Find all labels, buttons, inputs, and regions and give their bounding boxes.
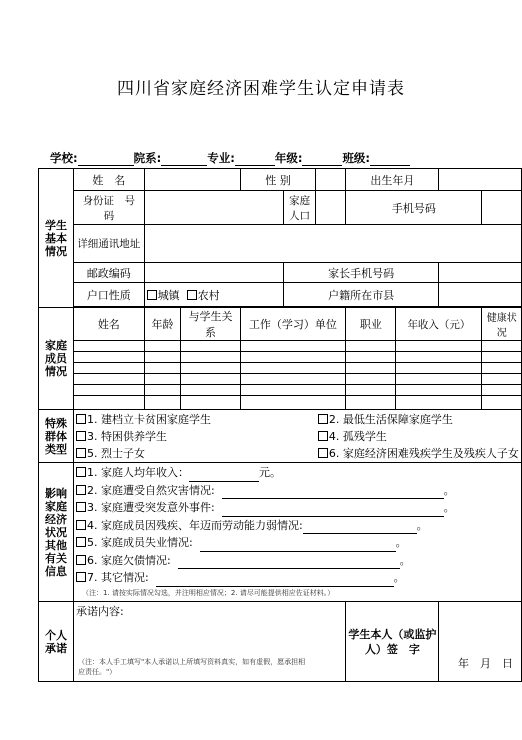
gender-field[interactable]	[316, 169, 346, 191]
option-label: 5. 烈士子女	[86, 447, 145, 461]
checkbox[interactable]	[318, 448, 328, 458]
family-cell[interactable]	[240, 396, 346, 410]
family-header-row	[39, 308, 522, 341]
family-cell[interactable]	[346, 396, 396, 410]
family-cell[interactable]	[482, 385, 522, 396]
special-row-3	[39, 445, 522, 463]
family-cell[interactable]	[346, 352, 396, 363]
col-name: 姓名	[73, 308, 144, 341]
family-cell[interactable]	[144, 363, 181, 374]
disability-field[interactable]	[303, 522, 417, 534]
rural-label: 农村	[197, 288, 220, 302]
family-cell[interactable]	[144, 374, 181, 385]
family-cell[interactable]	[346, 341, 396, 352]
family-cell[interactable]	[482, 341, 522, 352]
family-cell[interactable]	[181, 352, 240, 363]
family-pop-field[interactable]	[316, 191, 346, 225]
influence-item-5	[76, 534, 519, 552]
major-label: 专业:	[207, 151, 235, 165]
id-card-label: 身份证 号 码	[73, 191, 144, 225]
influence-item-7	[76, 569, 519, 587]
hukou-options	[144, 283, 283, 307]
rural-checkbox[interactable]	[187, 290, 197, 300]
family-cell[interactable]	[144, 385, 181, 396]
option-label: 4. 孤残学生	[328, 430, 387, 443]
family-cell[interactable]	[346, 374, 396, 385]
family-row	[39, 396, 522, 410]
item-label: 3. 家庭遭受突发意外事件:	[86, 501, 215, 514]
family-cell[interactable]	[181, 396, 240, 410]
special-row-1	[39, 410, 522, 428]
item-label: 6. 家庭欠债情况:	[86, 553, 171, 567]
parent-phone-label: 家长手机号码	[283, 263, 439, 283]
col-income: 年收入（元）	[396, 308, 482, 341]
basic-row-4	[39, 263, 522, 283]
family-cell[interactable]	[73, 374, 144, 385]
special-option-3[interactable]	[73, 428, 315, 445]
family-cell[interactable]	[482, 352, 522, 363]
item-label: 2. 家庭遭受自然灾害情况:	[86, 483, 215, 497]
option-label: 6. 家庭经济困难残疾学生及残疾人子女	[328, 447, 519, 461]
grade-label: 年级:	[274, 151, 303, 165]
family-cell[interactable]	[73, 385, 144, 396]
hukou-location-label: 户籍所在市县	[283, 283, 439, 307]
special-option-5[interactable]	[73, 445, 315, 463]
urban-label: 城镇	[157, 288, 180, 302]
gender-label: 性 别	[240, 169, 316, 191]
family-cell[interactable]	[240, 341, 346, 352]
unit-label: 元。	[258, 466, 281, 479]
influence-note: （注：1. 请按实际情况勾选，并注明相应情况；2. 请尽可能提供相应佐证材料。）	[81, 588, 335, 597]
disaster-field[interactable]	[222, 487, 444, 499]
period: 。	[399, 553, 411, 567]
checkbox[interactable]	[318, 414, 328, 424]
family-row	[39, 385, 522, 396]
family-cell[interactable]	[346, 363, 396, 374]
phone-label: 手机号码	[346, 191, 482, 225]
col-workplace: 工作（学习）单位	[240, 308, 346, 341]
family-cell[interactable]	[240, 374, 346, 385]
other-field[interactable]	[156, 575, 394, 587]
checkbox[interactable]	[76, 555, 86, 565]
address-label: 详细通讯地址	[73, 225, 144, 263]
family-row	[39, 352, 522, 363]
influence-item-6	[76, 552, 519, 570]
address-field[interactable]	[144, 225, 521, 263]
debt-field[interactable]	[178, 557, 400, 569]
option-label: 1. 建档立卡贫困家庭学生	[86, 412, 211, 426]
family-cell[interactable]	[144, 396, 181, 410]
family-cell[interactable]	[181, 385, 240, 396]
urban-checkbox[interactable]	[147, 290, 157, 300]
birth-label: 出生年月	[346, 169, 439, 191]
family-cell[interactable]	[396, 352, 482, 363]
family-cell[interactable]	[396, 341, 482, 352]
item-label: 4. 家庭成员因残疾、年迈而劳动能力弱情况:	[86, 518, 303, 532]
family-cell[interactable]	[482, 396, 522, 410]
special-option-1[interactable]	[73, 410, 315, 428]
special-option-6[interactable]	[316, 445, 522, 463]
accident-field[interactable]	[222, 505, 444, 517]
influence-item-1	[76, 464, 519, 482]
class-field[interactable]	[370, 153, 410, 166]
hukou-label: 户口性质	[73, 283, 144, 307]
family-cell[interactable]	[396, 363, 482, 374]
page-title: 四川省家庭经济困难学生认定申请表	[117, 79, 405, 99]
family-cell[interactable]	[396, 385, 482, 396]
grade-field[interactable]	[302, 153, 342, 166]
application-form	[38, 168, 522, 682]
department-field[interactable]	[161, 153, 207, 166]
family-row	[39, 341, 522, 352]
checkbox[interactable]	[318, 431, 328, 441]
period: 。	[393, 571, 405, 584]
department-label: 院系:	[133, 151, 162, 165]
promise-note: （注：本人手工填写"本人承诺以上所填写资料真实，如有虚假，愿承担相应责任。"）	[77, 658, 306, 676]
family-row	[39, 374, 522, 385]
major-field[interactable]	[235, 153, 275, 166]
family-cell[interactable]	[240, 352, 346, 363]
col-health: 健康状况	[482, 308, 522, 341]
family-cell[interactable]	[396, 374, 482, 385]
special-row-2	[39, 428, 522, 445]
name-field[interactable]	[144, 169, 240, 191]
postcode-label: 邮政编码	[73, 263, 144, 283]
family-cell[interactable]	[346, 385, 396, 396]
school-label: 学校:	[50, 151, 78, 165]
basic-row-5	[39, 283, 522, 307]
col-occupation: 职业	[346, 308, 396, 341]
basic-row-2	[39, 191, 522, 225]
checkbox[interactable]	[76, 414, 86, 424]
checkbox[interactable]	[76, 485, 86, 495]
id-card-field[interactable]	[144, 191, 283, 225]
signer-label: 学生本人（或监护人）签 字	[346, 602, 439, 682]
item-label: 1. 家庭人均年收入：	[86, 466, 189, 479]
period: 。	[416, 518, 428, 532]
checkbox[interactable]	[76, 431, 86, 441]
name-label: 姓 名	[73, 169, 144, 191]
col-age: 年龄	[144, 308, 181, 341]
parent-phone-field[interactable]	[439, 263, 522, 283]
family-cell[interactable]	[73, 363, 144, 374]
option-label: 3. 特困供养学生	[86, 430, 167, 443]
family-cell[interactable]	[144, 341, 181, 352]
item-label: 5. 家庭成员失业情况:	[86, 536, 193, 549]
phone-field[interactable]	[482, 191, 522, 225]
col-relation: 与学生关系	[181, 308, 240, 341]
family-cell[interactable]	[73, 341, 144, 352]
option-label: 2. 最低生活保障家庭学生	[328, 412, 453, 426]
family-cell[interactable]	[482, 363, 522, 374]
influence-item-3	[76, 499, 519, 517]
signature-date[interactable]: 年 月 日	[439, 602, 522, 682]
family-cell[interactable]	[144, 352, 181, 363]
unemployment-field[interactable]	[200, 540, 396, 552]
checkbox[interactable]	[76, 448, 86, 458]
family-cell[interactable]	[482, 374, 522, 385]
basic-row-1	[39, 169, 522, 191]
influence-item-2	[76, 482, 519, 500]
postcode-field[interactable]	[144, 263, 283, 283]
hukou-location-field[interactable]	[439, 283, 522, 307]
influence-row	[39, 463, 522, 602]
checkbox[interactable]	[76, 572, 86, 582]
header-line	[50, 150, 410, 166]
checkbox[interactable]	[76, 537, 86, 547]
influence-item-4	[76, 517, 519, 535]
checkbox[interactable]	[76, 467, 86, 477]
family-row	[39, 363, 522, 374]
birth-field[interactable]	[439, 169, 522, 191]
family-cell[interactable]	[240, 363, 346, 374]
class-label: 班级:	[342, 151, 371, 165]
period: 。	[443, 483, 455, 497]
special-section-label: 特殊群体类型	[39, 410, 74, 463]
family-cell[interactable]	[73, 396, 144, 410]
family-cell[interactable]	[73, 352, 144, 363]
family-pop-label: 家庭人口	[283, 191, 316, 225]
promise-section-label: 个人承诺	[39, 602, 74, 682]
influence-section-label: 影响家庭经济状况其他有关信息	[39, 463, 74, 602]
period: 。	[395, 536, 407, 549]
income-field[interactable]	[189, 470, 259, 482]
special-option-2[interactable]	[316, 410, 522, 428]
family-cell[interactable]	[396, 396, 482, 410]
family-section-label: 家庭成员情况	[39, 308, 74, 410]
checkbox[interactable]	[76, 520, 86, 530]
basic-row-3	[39, 225, 522, 263]
promise-row	[39, 602, 522, 682]
promise-content[interactable]	[73, 602, 345, 682]
promise-label: 承诺内容:	[75, 605, 124, 618]
special-option-4[interactable]	[316, 428, 522, 445]
item-label: 7. 其它情况:	[86, 571, 149, 584]
school-field[interactable]	[78, 153, 134, 166]
basic-section-label: 学生基本情况	[39, 169, 74, 308]
period: 。	[443, 501, 455, 514]
family-cell[interactable]	[181, 363, 240, 374]
checkbox[interactable]	[76, 502, 86, 512]
family-cell[interactable]	[181, 374, 240, 385]
influence-items	[73, 463, 521, 602]
family-cell[interactable]	[181, 341, 240, 352]
family-cell[interactable]	[240, 385, 346, 396]
